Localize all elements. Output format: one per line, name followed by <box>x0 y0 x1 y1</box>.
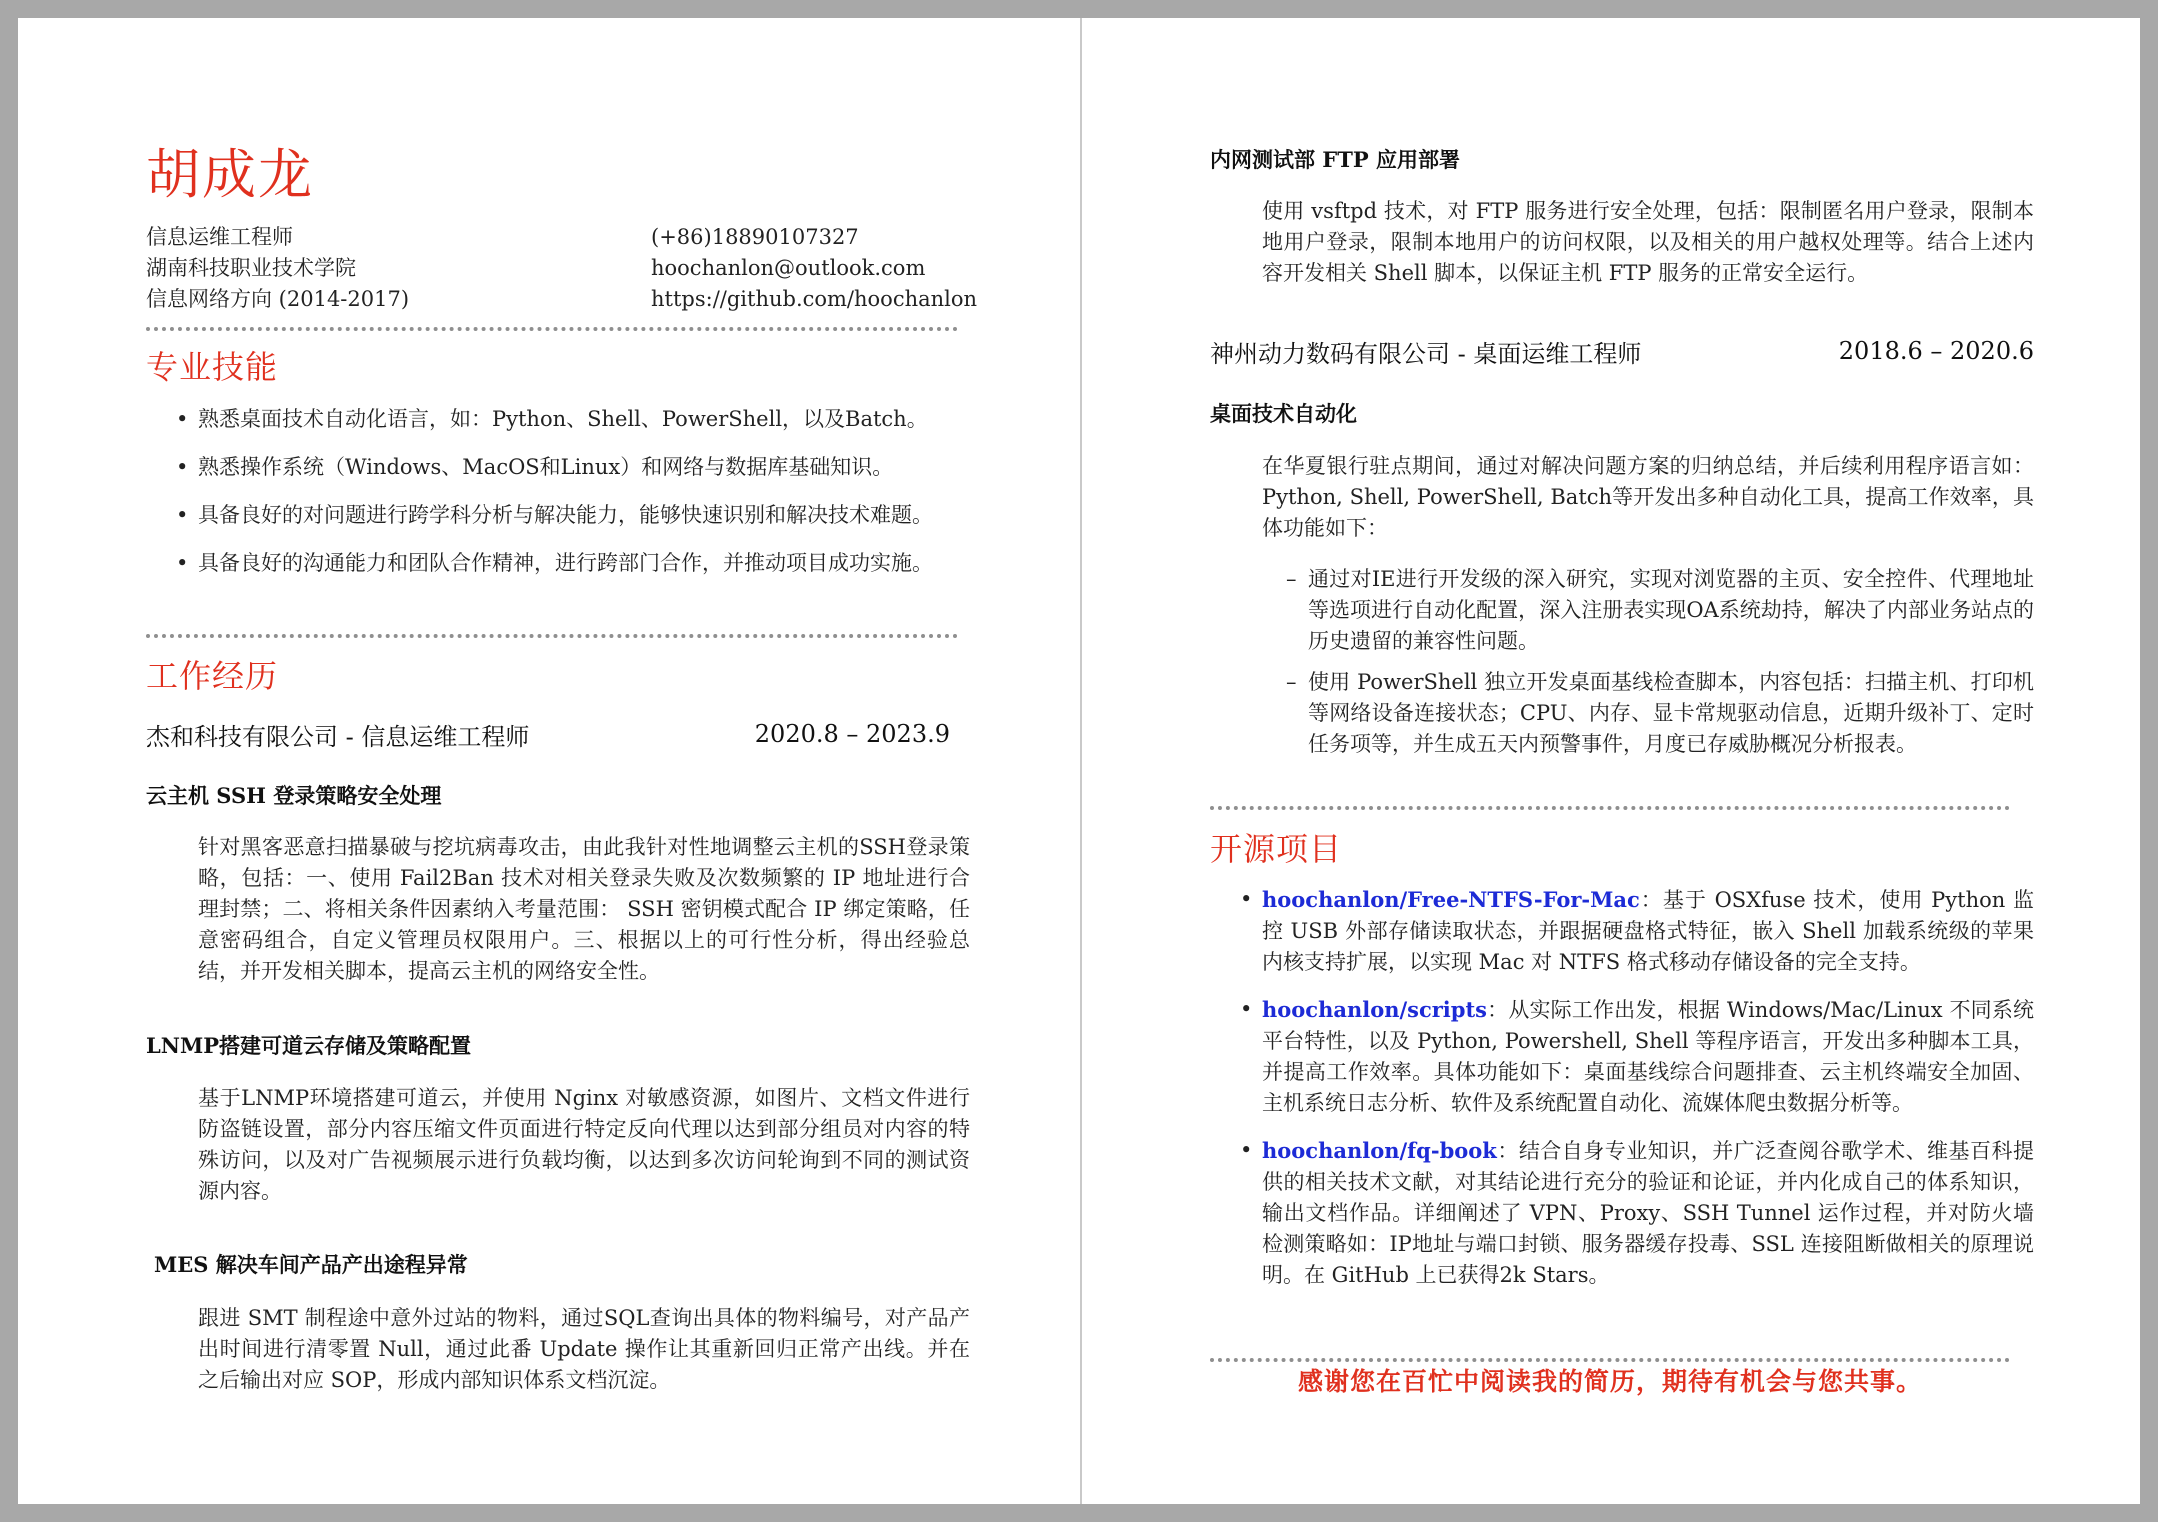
major: 信息网络方向 (2014-2017) <box>146 287 410 311</box>
job-date-1: 2020.8 – 2023.9 <box>754 720 950 748</box>
list-item: • 熟悉操作系统（Windows、MacOS和Linux）和网络与数据库基础知识。 <box>176 455 894 479</box>
list-item: • 具备良好的对问题进行跨学科分析与解决能力，能够快速识别和解决技术难题。 <box>176 503 933 527</box>
header-left-info <box>146 222 409 315</box>
closing-message: 感谢您在百忙中阅读我的简历，期待有机会与您共事。 <box>1297 1367 1922 1396</box>
list-item: – 使用 PowerShell 独立开发桌面基线检查脚本，内容包括：扫描主机、打印机等网络设备连接状态；CPU、内存、显卡常规驱动信息，近期升级补丁、定时任务项等，并生成五天内预警事件，月度已存威胁概况分析报表。 <box>1286 670 2034 756</box>
job-title-2: 神州动力数码有限公司 - 桌面运维工程师 <box>1210 340 1642 368</box>
job-date-2: 2018.6 – 2020.6 <box>1838 337 2034 365</box>
list-item: • hoochanlon/Free-NTFS-For-Mac：基于 OSXfuse 技术，使用 Python 监控 USB 外部存储读取状态，并跟据硬盘格式特征，嵌入 Shell 加载系统级的苹果内核支持扩展，以实现 Mac 对 NTFS 格式移动存储设备的完全支持。 <box>1240 887 2034 974</box>
project-description: 针对黑客恶意扫描暴破与挖坑病毒攻击，由此我针对性地调整云主机的SSH登录策略，包括：一、使用 Fail2Ban 技术对相关登录失败及次数频繁的 IP 地址进行合理封禁；二、将相关条件因素纳入考量范围： SSH 密钥模式配合 IP 绑定策略，任意密码组合，自定义管理员权限用户。三、根据以上的可行性分析，得出经验总结，并开发相关脚本，提高云主机的网络安全性。 <box>198 835 970 983</box>
project-description: 在华夏银行驻点期间，通过对解决问题方案的归纳总结，并后续利用程序语言如：Python, Shell, PowerShell, Batch等开发出多种自动化工具，提高工作效率，具体功能如下： <box>1262 454 2034 540</box>
section-title-opensource: 开源项目 <box>1210 830 1343 868</box>
feature-list <box>1262 564 2034 770</box>
resume-page-2 <box>1082 18 2140 1504</box>
section-title-experience: 工作经历 <box>146 657 279 695</box>
project-description: 跟进 SMT 制程途中意外过站的物料，通过SQL查询出具体的物料编号，对产品产出时间进行清零置 Null，通过此番 Update 操作让其重新回归正常产出线。并在之后输出对应 SOP，形成内部知识体系文档沉淀。 <box>198 1306 970 1392</box>
project-title: MES 解决车间产品产出途程异常 <box>154 1252 468 1277</box>
phone: (+86)18890107327 <box>651 225 859 249</box>
job-title-1: 杰和科技有限公司 - 信息运维工程师 <box>146 723 530 751</box>
repo-link-scripts[interactable]: hoochanlon/scripts <box>1262 997 1487 1022</box>
repo-link-fq-book[interactable]: hoochanlon/fq-book <box>1262 1138 1497 1163</box>
project-title: 桌面技术自动化 <box>1210 401 1357 426</box>
list-item: – 通过对IE进行开发级的深入研究，实现对浏览器的主页、安全控件、代理地址等选项进行自动化配置，深入注册表实现OA系统劫持，解决了内部业务站点的历史遗留的兼容性问题。 <box>1286 567 2034 653</box>
list-item: • 熟悉桌面技术自动化语言，如：Python、Shell、PowerShell，以及Batch。 <box>176 407 928 431</box>
divider <box>146 634 958 638</box>
list-item: • hoochanlon/fq-book：结合自身专业知识，并广泛查阅谷歌学术、维基百科提供的相关技术文献，对其结论进行充分的验证和论证，并内化成自己的体系知识，输出文档作品。详细阐述了 VPN、Proxy、SSH Tunnel 运作过程，并对防火墙检测策略如：IP地址与端口封锁、服务器缓存投毒、SSL 连接阻断做相关的原理说明。在 GitHub 上已获得2k Stars。 <box>1240 1138 2035 1287</box>
github-link[interactable]: https://github.com/hoochanlon <box>651 287 978 311</box>
skills-list <box>146 404 958 596</box>
school: 湖南科技职业技术学院 <box>146 256 356 280</box>
opensource-list <box>1210 884 2034 1307</box>
project-description: 使用 vsftpd 技术，对 FTP 服务进行安全处理，包括：限制匿名用户登录，限制本地用户登录，限制本地用户的访问权限，以及相关的用户越权处理等。结合上述内容开发相关 Shell 脚本，以保证主机 FTP 服务的正常安全运行。 <box>1262 199 2034 285</box>
project-description: 基于LNMP环境搭建可道云，并使用 Nginx 对敏感资源，如图片、文档文件进行防盗链设置，部分内容压缩文件页面进行特定反向代理以达到部分组员对内容的特殊访问，以及对广告视频展示进行负载均衡，以达到多次访问轮询到不同的测试资源内容。 <box>198 1086 970 1203</box>
project-title: LNMP搭建可道云存储及策略配置 <box>146 1033 471 1058</box>
repo-link-free-ntfs[interactable]: hoochanlon/Free-NTFS-For-Mac <box>1262 887 1640 912</box>
header-contact <box>651 222 977 315</box>
section-title-skills: 专业技能 <box>146 348 279 386</box>
divider <box>146 327 958 331</box>
divider <box>1210 806 2010 810</box>
resume-page-1 <box>18 18 1080 1504</box>
email-link[interactable]: hoochanlon@outlook.com <box>651 256 926 280</box>
project-title: 内网测试部 FTP 应用部署 <box>1210 147 1460 172</box>
job-role: 信息运维工程师 <box>146 225 293 249</box>
project-title: 云主机 SSH 登录策略安全处理 <box>146 783 442 808</box>
list-item: • hoochanlon/scripts：从实际工作出发，根据 Windows/Mac/Linux 不同系统平台特性，以及 Python, Powershell, Shell 等程序语言，开发出多种脚本工具，并提高工作效率。具体功能如下：桌面基线综合问题排查、云主机终端安全加固、主机系统日志分析、软件及系统配置自动化、流媒体爬虫数据分析等。 <box>1240 997 2034 1115</box>
candidate-name: 胡成龙 <box>146 143 314 206</box>
list-item: • 具备良好的沟通能力和团队合作精神，进行跨部门合作，并推动项目成功实施。 <box>176 551 933 575</box>
